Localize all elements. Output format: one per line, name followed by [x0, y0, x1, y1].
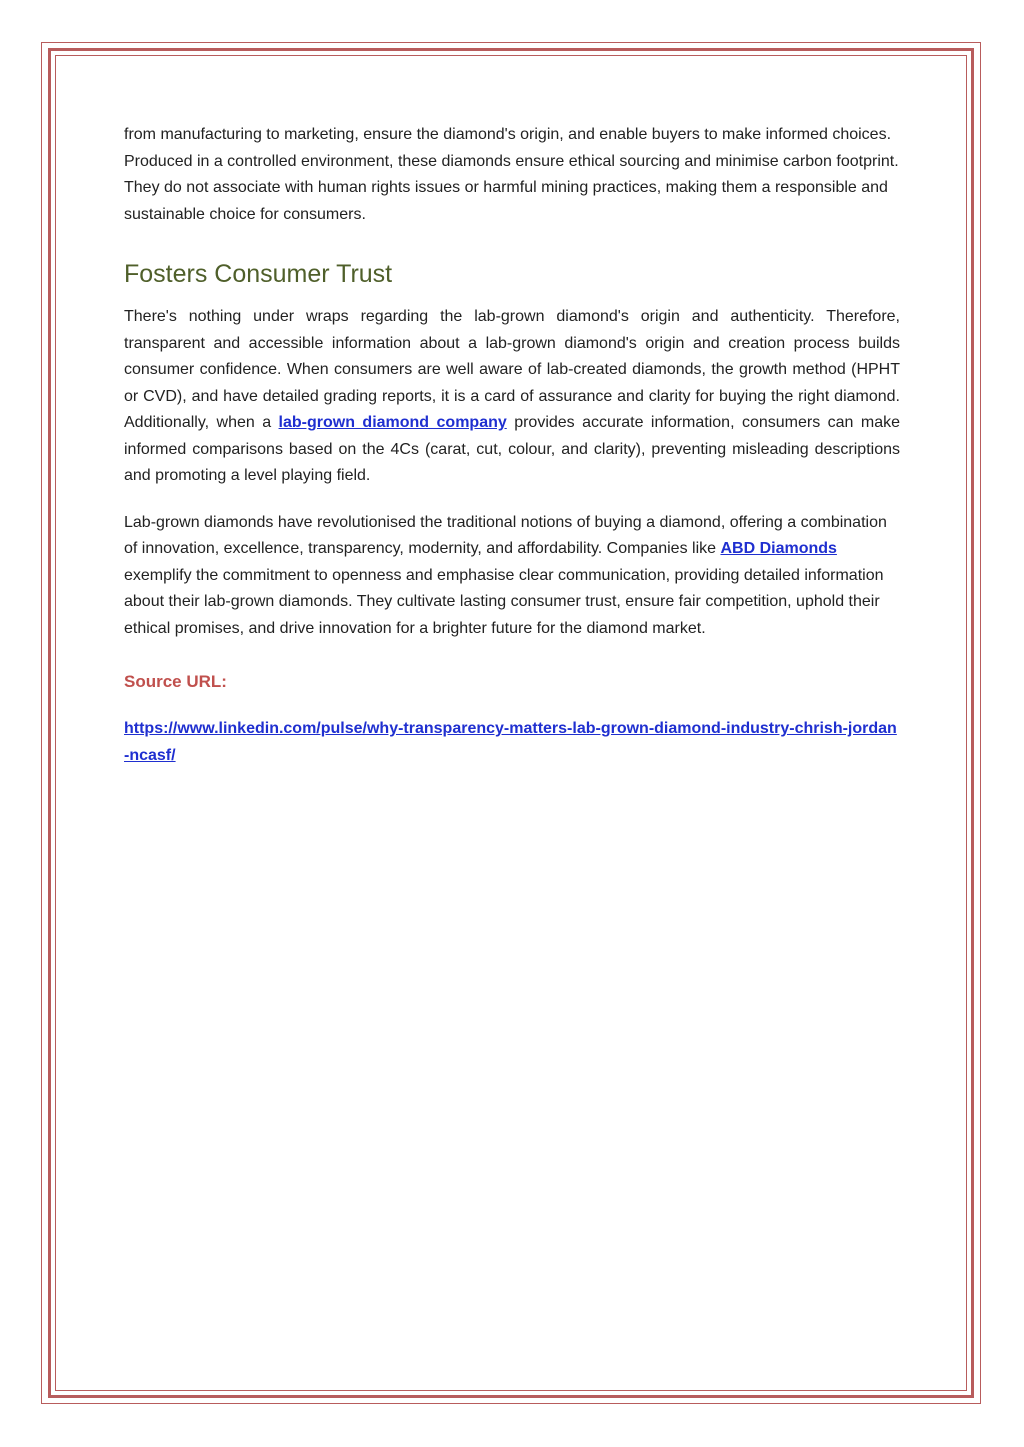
trust-paragraph-text-end: provides accurate information, consumers can make informed comparisons based on the 4Cs (carat, cut, colour, and clarity), preventing misleading descriptions and promoting a level playing field.	[124, 414, 900, 484]
source-url-label: Source URL:	[124, 672, 227, 691]
conclusion-paragraph-text-end: exemplify the commitment to openness and emphasise clear communication, providing detailed information about their lab-grown diamonds. They cultivate lasting consumer trust, ensure fair competition, uphold their ethical promises, and drive innovation for a brighter future for the diamond market.	[124, 566, 884, 637]
article-body	[124, 122, 900, 769]
source-url-container	[124, 716, 900, 769]
source-url-link[interactable]: https://www.linkedin.com/pulse/why-transparency-matters-lab-grown-diamond-industry-chrish-jordan-ncasf/	[124, 720, 897, 764]
intro-paragraph: from manufacturing to marketing, ensure the diamond's origin, and enable buyers to make informed choices. Produced in a controlled environment, these diamonds ensure ethical sourcing and minimise carbon footprint. They do not associate with human rights issues or harmful mining practices, making them a responsible and sustainable choice for consumers.	[124, 126, 899, 223]
conclusion-paragraph	[124, 510, 900, 643]
abd-diamonds-link[interactable]: ABD Diamonds	[720, 540, 837, 557]
section-heading: Fosters Consumer Trust	[124, 260, 393, 288]
trust-paragraph	[124, 304, 900, 490]
conclusion-paragraph-text-start: Lab-grown diamonds have revolutionised the traditional notions of buying a diamond, offering a combination of innovation, excellence, transparency, modernity, and affordability. Companies like	[124, 513, 887, 557]
trust-paragraph-text-start: There's nothing under wraps regarding the lab-grown diamond's origin and authenticity. Therefore, transparent and accessible information about a lab-grown diamond's origin and creation process builds consumer confidence. When consumers are well aware of lab-created diamonds, the growth method (HPHT or CVD), and have detailed grading reports, it is a card of assurance and clarity for buying the right diamond. Additionally, when a	[124, 308, 900, 431]
lab-grown-diamond-company-link[interactable]: lab-grown diamond company	[278, 414, 507, 431]
